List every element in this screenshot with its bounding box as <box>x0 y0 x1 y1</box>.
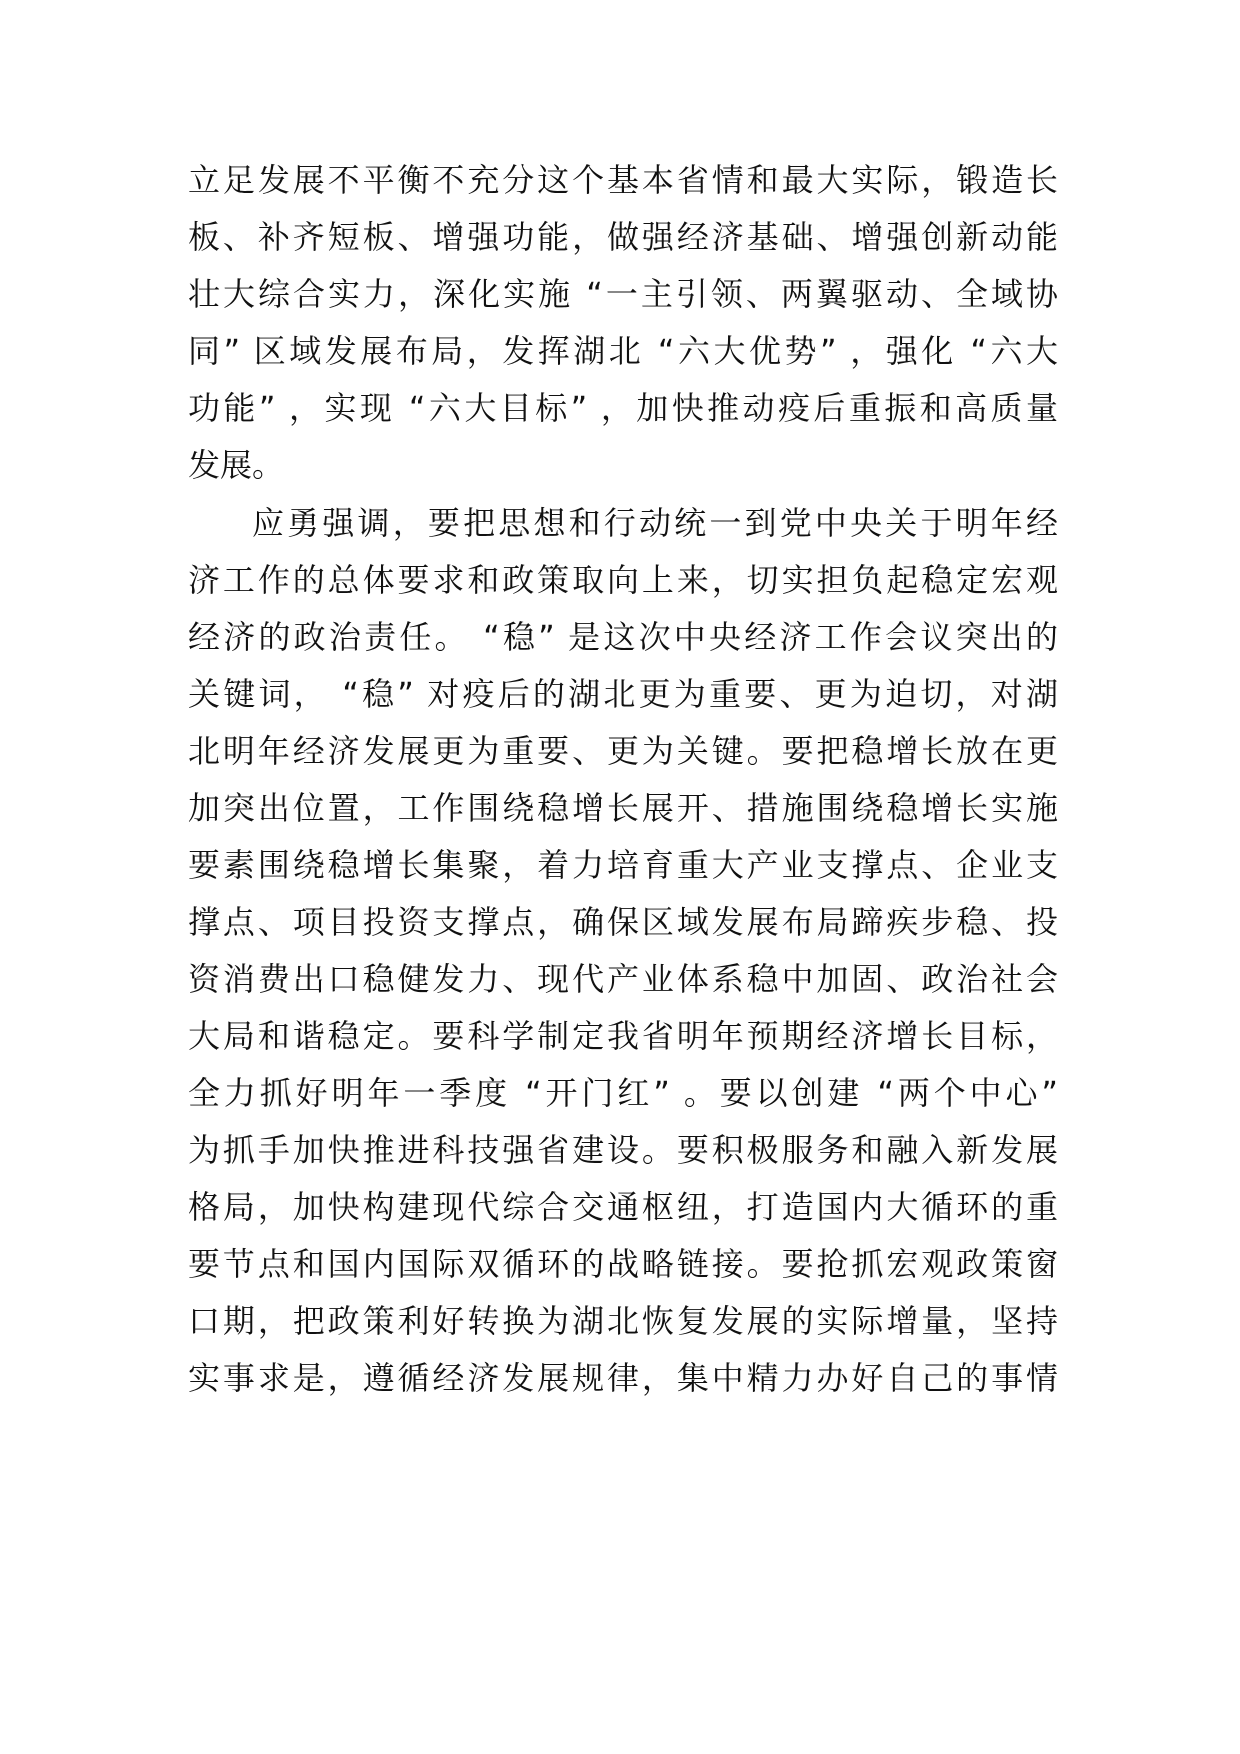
text-line: 实事求是，遵循经济发展规律，集中精力办好自己的事情 <box>188 1359 1058 1397</box>
paragraph-first-line: 应勇强调，要把思想和行动统一到党中央关于明年经 <box>252 504 1058 542</box>
text-line: 大局和谐稳定。要科学制定我省明年预期经济增长目标， <box>188 1017 1058 1055</box>
text-line: 关键词， “稳” 对疫后的湖北更为重要、更为迫切，对湖 <box>188 675 1058 713</box>
text-line: 全力抓好明年一季度 “开门红” 。要以创建 “两个中心” <box>188 1074 1058 1112</box>
text-line: 板、补齐短板、增强功能，做强经济基础、增强创新动能 <box>188 218 1058 256</box>
text-line: 同” 区域发展布局，发挥湖北 “六大优势” ，强化 “六大 <box>188 332 1058 370</box>
text-line: 口期，把政策利好转换为湖北恢复发展的实际增量，坚持 <box>188 1302 1058 1340</box>
text-line: 格局，加快构建现代综合交通枢纽，打造国内大循环的重 <box>188 1188 1058 1226</box>
text-line: 济工作的总体要求和政策取向上来，切实担负起稳定宏观 <box>188 561 1058 599</box>
text-line: 立足发展不平衡不充分这个基本省情和最大实际，锻造长 <box>188 161 1058 199</box>
text-line: 资消费出口稳健发力、现代产业体系稳中加固、政治社会 <box>188 960 1058 998</box>
text-line: 加突出位置，工作围绕稳增长展开、措施围绕稳增长实施 <box>188 789 1058 827</box>
text-line: 功能” ，实现 “六大目标” ，加快推动疫后重振和高质量 <box>188 389 1058 427</box>
text-line: 为抓手加快推进科技强省建设。要积极服务和融入新发展 <box>188 1131 1058 1169</box>
text-line: 经济的政治责任。 “稳” 是这次中央经济工作会议突出的 <box>188 618 1058 656</box>
text-line: 北明年经济发展更为重要、更为关键。要把稳增长放在更 <box>188 732 1058 770</box>
text-line: 要节点和国内国际双循环的战略链接。要抢抓宏观政策窗 <box>188 1245 1058 1283</box>
text-line: 撑点、项目投资支撑点，确保区域发展布局蹄疾步稳、投 <box>188 903 1058 941</box>
text-line: 要素围绕稳增长集聚，着力培育重大产业支撑点、企业支 <box>188 846 1058 884</box>
text-line: 壮大综合实力，深化实施 “一主引领、两翼驱动、全域协 <box>188 275 1058 313</box>
text-line: 发展。 <box>188 446 285 484</box>
